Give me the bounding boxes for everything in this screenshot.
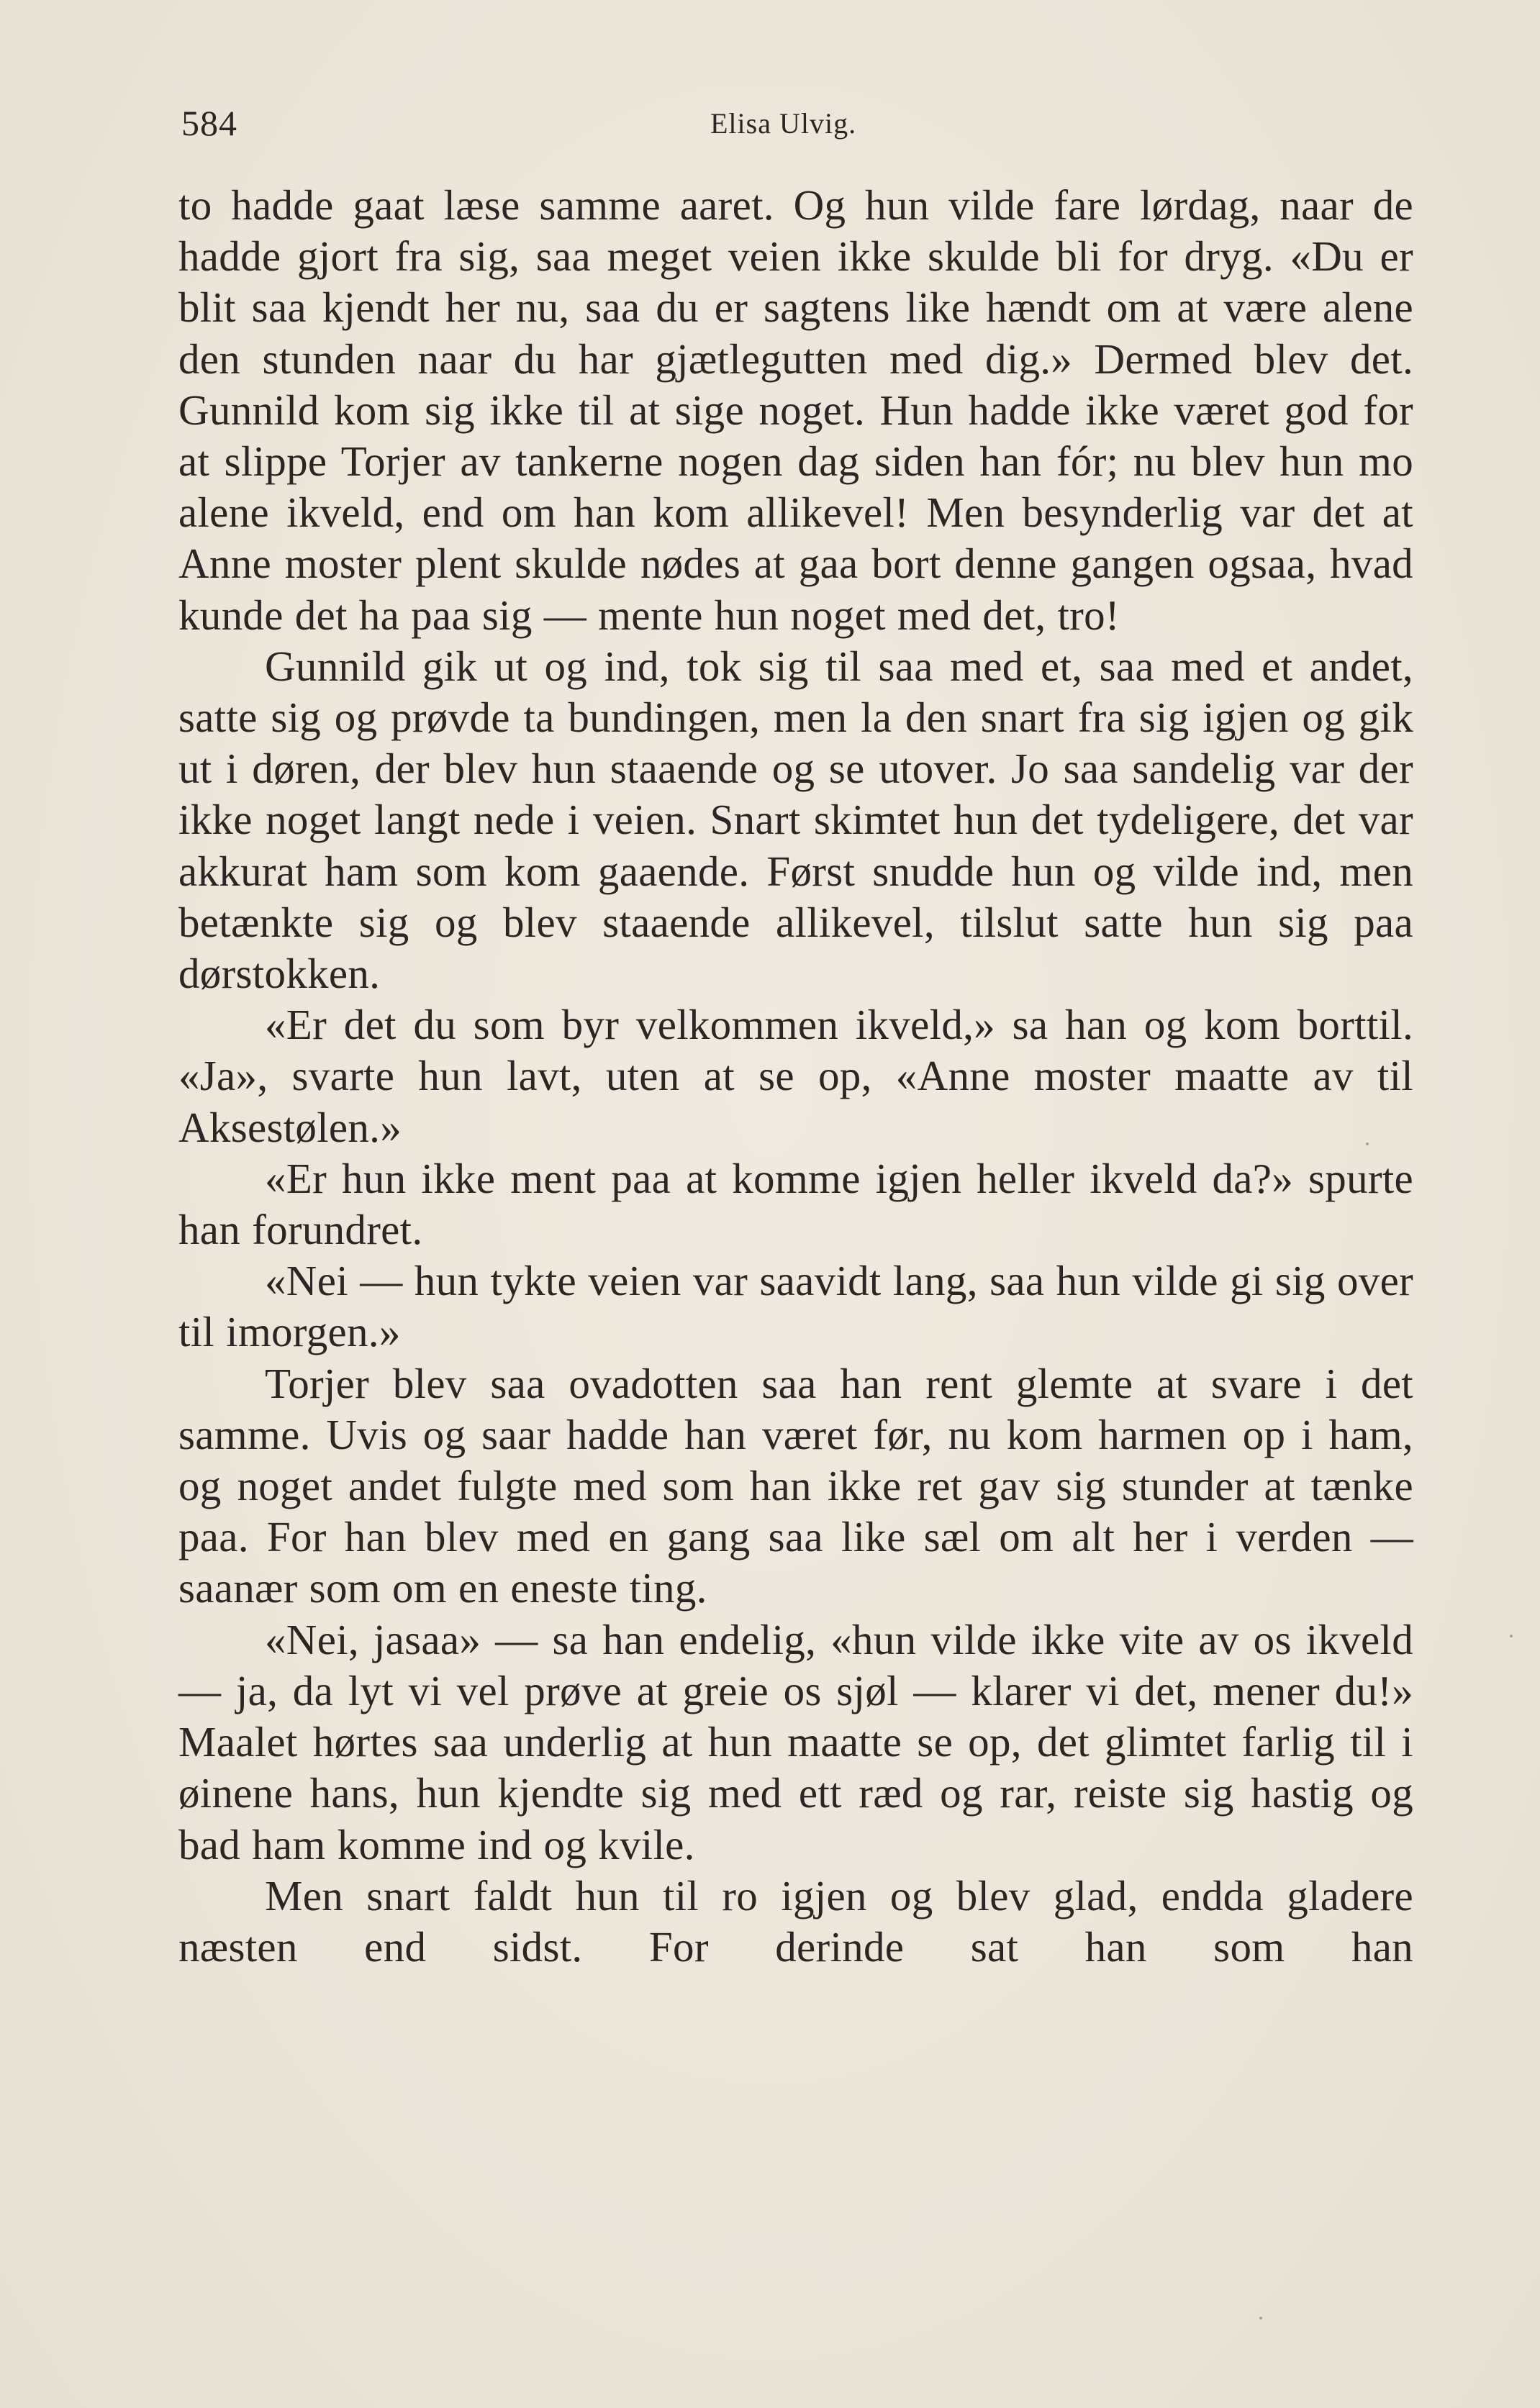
page-number: 584 (181, 103, 237, 143)
paragraph-5: «Nei — hun tykte veien var saavidt lang, saa hun vilde gi sig over til imorgen.» (178, 1257, 1413, 1356)
body-text (178, 180, 1413, 1973)
paragraph-1: to hadde gaat læse samme aaret. Og hun vilde fare lørdag, naar de hadde gjort fra sig, saa meget veien ikke skulde bli for dryg. «Du er blit saa kjendt her nu, saa du er sagtens like hændt om at være alene den stunden naar du har gjætlegutten med dig.» Dermed blev det. Gunnild kom sig ikke til at sige noget. Hun hadde ikke været god for at slippe Torjer av tankerne nogen dag siden han fór; nu blev hun mo alene ikveld, end om han kom allikevel! Men besynderlig var det at Anne moster plent skulde nødes at gaa bort denne gangen ogsaa, hvad kunde det ha paa sig — mente hun noget med det, tro! (178, 181, 1413, 639)
paragraph-3: «Er det du som byr velkommen ikveld,» sa han og kom borttil. «Ja», svarte hun lavt, uten at se op, «Anne moster maatte av til Aksestølen.» (178, 1001, 1413, 1151)
paragraph-7: «Nei, jasaa» — sa han endelig, «hun vilde ikke vite av os ikveld — ja, da lyt vi vel prøve at greie os sjøl — klarer vi det, mener du!» Maalet hørtes saa underlig at hun maatte se op, det glimtet farlig til i øinene hans, hun kjendte sig med ett ræd og rar, reiste sig hastig og bad ham komme ind og kvile. (178, 1615, 1413, 1868)
page-header (181, 102, 1419, 153)
paragraph-4: «Er hun ikke ment paa at komme igjen heller ikveld da?» spurte han forundret. (178, 1154, 1413, 1254)
running-head: Elisa Ulvig. (710, 107, 857, 140)
paper-speck (1366, 1142, 1369, 1145)
paragraph-8: Men snart faldt hun til ro igjen og blev glad, endda gladere næsten end sidst. For derinde sat han som han (178, 1871, 1413, 1971)
paragraph-2: Gunnild gik ut og ind, tok sig til saa med et, saa med et andet, satte sig og prøvde ta bundingen, men la den snart fra sig igjen og gik ut i døren, der blev hun staaende og se utover. Jo saa sandelig var der ikke noget langt nede i veien. Snart skimtet hun det tydeligere, det var akkurat ham som kom gaaende. Først snudde hun og vilde ind, men betænkte sig og blev staaende allikevel, tilslut satte hun sig paa dørstokken. (178, 642, 1413, 998)
paper-speck (1259, 2317, 1262, 2320)
paragraph-6: Torjer blev saa ovadotten saa han rent glemte at svare i det samme. Uvis og saar hadde han været før, nu kom harmen op i ham, og noget andet fulgte med som han ikke ret gav sig stunder at tænke paa. For han blev med en gang saa like sæl om alt her i verden — saanær som om en eneste ting. (178, 1359, 1413, 1612)
paper-speck (1510, 1635, 1513, 1637)
